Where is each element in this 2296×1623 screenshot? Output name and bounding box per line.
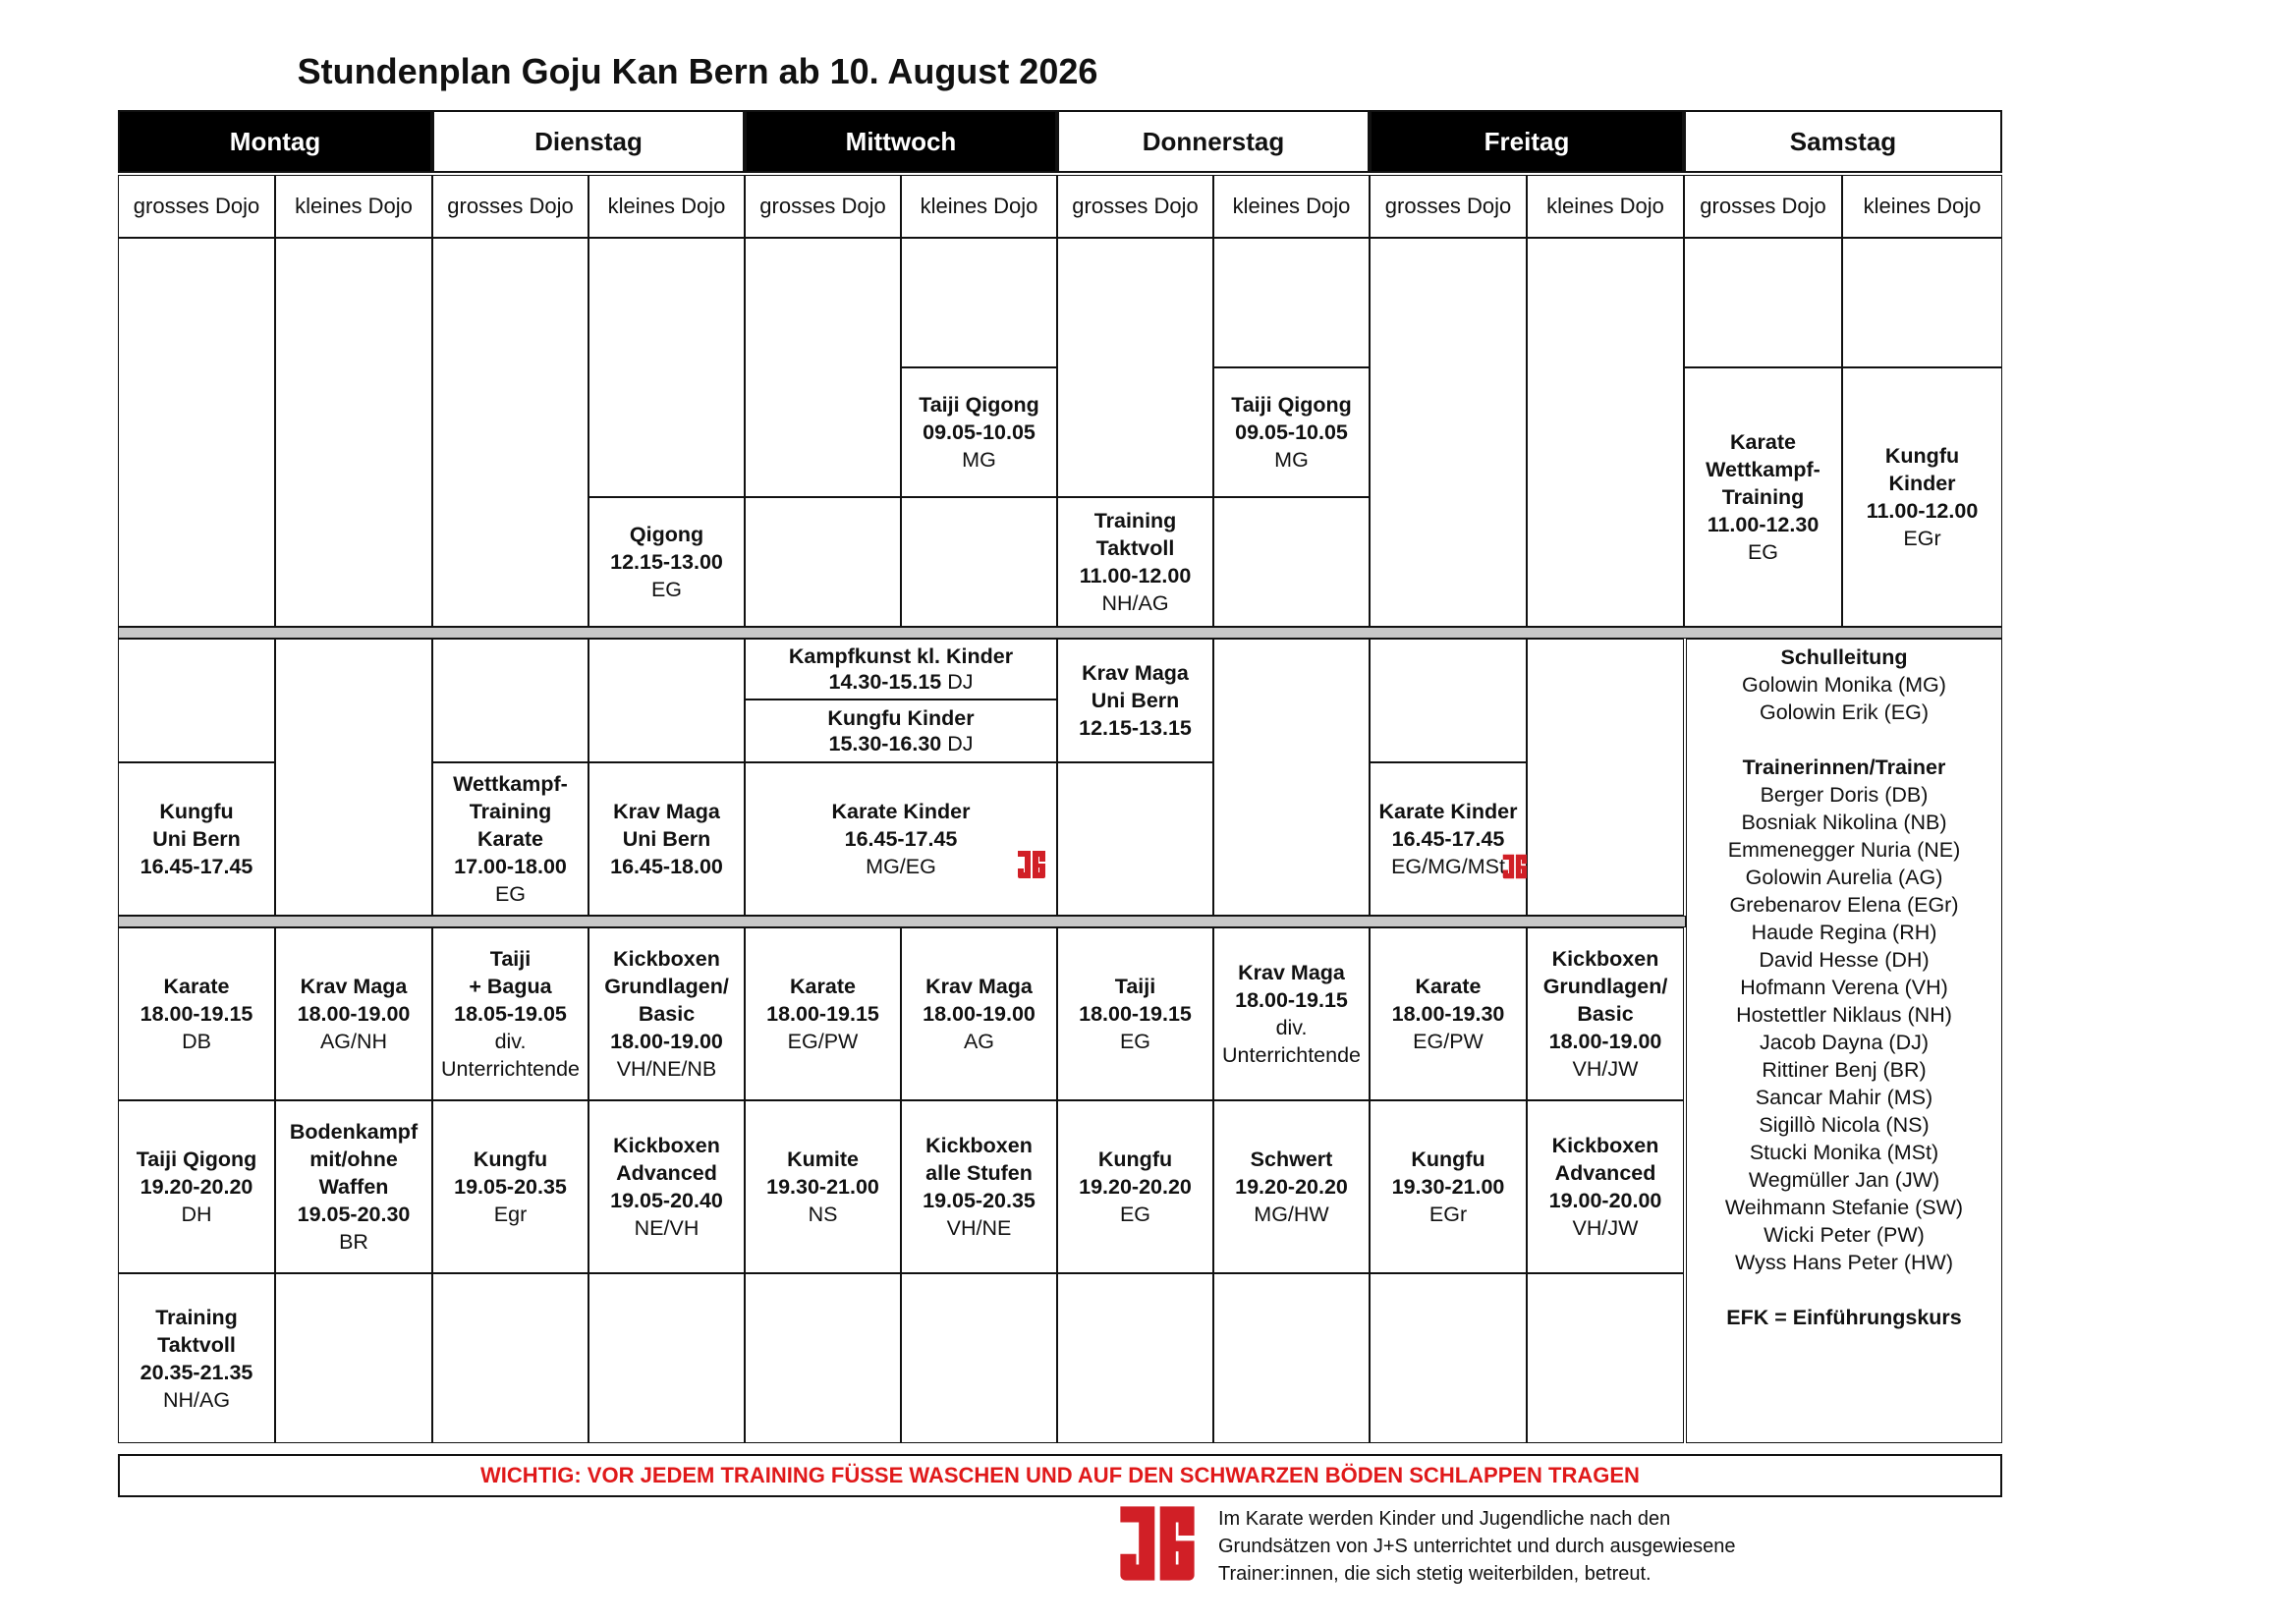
trainer-member: Haude Regina (RH) — [1751, 921, 1937, 944]
trainer-member: Golowin Aurelia (AG) — [1745, 866, 1943, 889]
class-slot — [275, 1100, 432, 1273]
empty-slot — [432, 1273, 588, 1443]
empty-slot — [588, 238, 745, 497]
class-slot — [1057, 927, 1213, 1100]
class-name: Karate — [790, 975, 856, 998]
class-name: Kumite — [787, 1147, 859, 1171]
empty-slot — [901, 1273, 1057, 1443]
class-time: 18.00-19.15 — [1235, 988, 1348, 1012]
empty-slot — [118, 639, 275, 762]
staff-info-panel — [1686, 639, 2002, 1443]
class-name: Kungfu — [1097, 1147, 1173, 1171]
empty-slot — [901, 238, 1057, 367]
class-slot — [1527, 927, 1684, 1100]
class-name-line2: Training — [469, 800, 552, 823]
class-slot — [1370, 1100, 1527, 1273]
class-time: 19.05-20.30 — [297, 1203, 411, 1226]
class-slot — [588, 1100, 745, 1273]
schulleitung-heading: Schulleitung — [1780, 645, 1908, 669]
class-time: 16.45-17.45 — [844, 827, 958, 851]
trainer-member: Wyss Hans Peter (HW) — [1735, 1251, 1953, 1274]
class-trainer-line2: Unterrichtende — [1221, 1043, 1362, 1067]
class-name-line3: Basic — [1577, 1002, 1634, 1026]
footnote-line: Grundsätzen von J+S unterrichtet und durch ausgewiesene — [1218, 1536, 1736, 1557]
class-trainer: MG/EG — [866, 855, 936, 878]
class-name-line2: Uni Bern — [622, 827, 711, 851]
js-logo-icon — [1016, 849, 1047, 880]
class-name: Krav Maga — [1082, 661, 1189, 685]
trainer-member: Jacob Dayna (DJ) — [1759, 1031, 1930, 1054]
class-name: Taiji Qigong — [136, 1147, 257, 1171]
trainer-member: Rittiner Benj (BR) — [1762, 1058, 1927, 1082]
class-slot — [745, 1100, 901, 1273]
class-time: 14.30-15.15 — [828, 670, 942, 694]
class-time: 15.30-16.30 — [828, 732, 942, 756]
empty-slot — [1057, 762, 1213, 916]
trainer-heading: Trainerinnen/Trainer — [1742, 756, 1946, 779]
class-name-line3: Basic — [638, 1002, 696, 1026]
class-trainer: EG/PW — [787, 1030, 859, 1053]
trainer-member: Emmenegger Nuria (NE) — [1727, 838, 1961, 862]
class-trainer: NS — [808, 1203, 838, 1226]
js-logo-icon — [1501, 853, 1529, 880]
class-name: Kickboxen — [1551, 1134, 1659, 1157]
class-name-line2: Kinder — [1888, 472, 1956, 495]
trainer-member: Bosniak Nikolina (NB) — [1741, 811, 1947, 834]
class-name: Karate — [1415, 975, 1482, 998]
class-time: 20.35-21.35 — [140, 1360, 253, 1384]
class-time: 18.00-19.00 — [923, 1002, 1036, 1026]
empty-slot — [1213, 1273, 1370, 1443]
class-trainer: NE/VH — [634, 1216, 700, 1240]
class-trainer: EGr — [1903, 527, 1941, 550]
class-name-line2: Grundlagen/ — [1542, 975, 1668, 998]
class-trainer: EGr — [1428, 1203, 1468, 1226]
class-name-line2: Uni Bern — [152, 827, 241, 851]
class-time: 18.00-19.00 — [610, 1030, 723, 1053]
class-name-line3: Waffen — [318, 1175, 389, 1199]
class-name-line2: + Bagua — [469, 975, 552, 998]
class-time: 11.00-12.30 — [1707, 513, 1820, 536]
class-time: 18.00-19.15 — [1079, 1002, 1192, 1026]
class-name-line2: Uni Bern — [1091, 689, 1180, 712]
class-slot — [118, 1273, 275, 1443]
empty-slot — [745, 238, 901, 497]
class-time: 19.05-20.40 — [610, 1189, 723, 1212]
class-time: 16.45-17.45 — [1391, 827, 1505, 851]
class-slot — [588, 497, 745, 627]
class-name: Karate — [163, 975, 230, 998]
class-trainer: DJ — [947, 732, 974, 756]
empty-slot — [1842, 238, 2002, 367]
day-header-mittwoch: Mittwoch — [745, 110, 1057, 173]
room-header: kleines Dojo — [275, 175, 432, 238]
class-name: Taiji Qigong — [1231, 393, 1352, 417]
room-header: kleines Dojo — [901, 175, 1057, 238]
class-name: Taiji — [489, 947, 532, 971]
empty-slot — [275, 639, 432, 916]
room-header: kleines Dojo — [1842, 175, 2002, 238]
class-trainer: AG/NH — [319, 1030, 388, 1053]
class-time: 19.05-20.35 — [923, 1189, 1036, 1212]
class-trainer: Egr — [493, 1203, 528, 1226]
class-name: Kungfu — [1884, 444, 1960, 468]
room-header: grosses Dojo — [118, 175, 275, 238]
trainer-member: Wicki Peter (PW) — [1764, 1223, 1925, 1247]
class-trainer: EG/MG/MSt — [1391, 855, 1505, 878]
class-name: Training — [155, 1305, 238, 1329]
footnote-line: Im Karate werden Kinder und Jugendliche nach den — [1218, 1508, 1671, 1530]
class-trainer: VH/NE — [946, 1216, 1012, 1240]
class-name-line2: Taktvoll — [157, 1332, 236, 1357]
class-trainer: VH/JW — [1572, 1216, 1639, 1240]
class-slot — [118, 927, 275, 1100]
class-time: 18.00-19.00 — [1548, 1030, 1662, 1053]
empty-slot — [1527, 639, 1684, 916]
class-trainer: div. — [1275, 1016, 1308, 1039]
class-name: Krav Maga — [925, 975, 1033, 998]
class-name: Karate — [1730, 430, 1796, 454]
class-time: 16.45-17.45 — [140, 855, 253, 878]
class-slot — [588, 762, 745, 916]
class-name-line2: Wettkampf- — [1706, 458, 1820, 481]
empty-slot — [1213, 238, 1370, 367]
class-name: Qigong — [629, 523, 704, 546]
class-name-line3: Karate — [477, 827, 543, 851]
separator-bar — [118, 627, 2002, 639]
trainer-member: Stucki Monika (MSt) — [1749, 1141, 1939, 1164]
trainer-member: David Hesse (DH) — [1759, 948, 1930, 972]
class-name-line2: Advanced — [1554, 1161, 1656, 1185]
class-slot — [1370, 762, 1527, 916]
class-trainer: BR — [339, 1230, 368, 1254]
class-name: Karate Kinder — [831, 800, 971, 823]
empty-slot — [1213, 497, 1370, 627]
empty-slot — [1684, 238, 1842, 367]
staff-member: Golowin Erik (EG) — [1759, 700, 1930, 724]
class-time: 19.30-21.00 — [1391, 1175, 1505, 1199]
class-trainer: EG — [1747, 540, 1779, 564]
warning-banner: WICHTIG: VOR JEDEM TRAINING FÜSSE WASCHEN UND AUF DEN SCHWARZEN BÖDEN SCHLAPPEN TRAGEN — [118, 1454, 2002, 1497]
class-time: 11.00-12.00 — [1079, 564, 1192, 588]
class-name: Kickboxen — [925, 1134, 1033, 1157]
empty-slot — [275, 238, 432, 627]
class-slot — [432, 762, 588, 916]
class-name: Kickboxen — [613, 1134, 720, 1157]
trainer-member: Wegmüller Jan (JW) — [1748, 1168, 1940, 1192]
class-name: Kungfu — [159, 800, 234, 823]
class-time: 19.00-20.00 — [1548, 1189, 1662, 1212]
trainer-member: Weihmann Stefanie (SW) — [1724, 1196, 1964, 1219]
class-slot — [118, 762, 275, 916]
class-time: 19.30-21.00 — [766, 1175, 879, 1199]
class-slot — [432, 1100, 588, 1273]
class-name: Kickboxen — [1551, 947, 1659, 971]
empty-slot — [432, 639, 588, 762]
class-name: Taiji Qigong — [919, 393, 1039, 417]
separator-bar — [118, 916, 1686, 927]
class-trainer: MG/HW — [1254, 1203, 1329, 1226]
empty-slot — [901, 497, 1057, 627]
class-trainer: EG — [1119, 1203, 1151, 1226]
class-slot — [1213, 367, 1370, 497]
class-name-line2: alle Stufen — [925, 1161, 1033, 1185]
class-time: 19.20-20.20 — [140, 1175, 253, 1199]
class-time: 18.00-19.30 — [1391, 1002, 1505, 1026]
day-header-freitag: Freitag — [1370, 110, 1684, 173]
empty-slot — [1213, 639, 1370, 916]
class-time: 19.20-20.20 — [1079, 1175, 1192, 1199]
class-name: Wettkampf- — [453, 772, 568, 796]
day-header-dienstag: Dienstag — [432, 110, 745, 173]
empty-slot — [745, 497, 901, 627]
class-trainer: DB — [182, 1030, 211, 1053]
class-slot — [1684, 367, 1842, 627]
class-slot — [1057, 497, 1213, 627]
room-header: kleines Dojo — [1527, 175, 1684, 238]
day-header-samstag: Samstag — [1684, 110, 2002, 173]
class-time: 19.20-20.20 — [1235, 1175, 1348, 1199]
class-time: 17.00-18.00 — [454, 855, 567, 878]
room-header: grosses Dojo — [1370, 175, 1527, 238]
class-trainer: VH/NE/NB — [616, 1057, 717, 1081]
class-slot — [1057, 639, 1213, 762]
class-slot — [901, 927, 1057, 1100]
empty-slot — [1527, 238, 1684, 627]
day-header-montag: Montag — [118, 110, 432, 173]
trainer-member: Berger Doris (DB) — [1760, 783, 1929, 807]
class-slot — [901, 367, 1057, 497]
class-slot — [1842, 367, 2002, 627]
empty-slot — [275, 1273, 432, 1443]
empty-slot — [1527, 1273, 1684, 1443]
js-footnote — [1218, 1505, 1827, 1588]
class-trainer: DH — [181, 1203, 212, 1226]
class-name: Kungfu — [473, 1147, 548, 1171]
class-name: Kungfu Kinder — [827, 706, 975, 730]
class-trainer: MG — [1274, 448, 1309, 472]
class-time: 09.05-10.05 — [923, 420, 1036, 444]
class-slot — [118, 1100, 275, 1273]
room-header: grosses Dojo — [1684, 175, 1842, 238]
room-header: kleines Dojo — [588, 175, 745, 238]
class-trainer: MG — [962, 448, 996, 472]
trainer-member: Sancar Mahir (MS) — [1755, 1086, 1933, 1109]
class-slot — [588, 927, 745, 1100]
class-slot — [275, 927, 432, 1100]
class-slot — [901, 1100, 1057, 1273]
trainer-member: Grebenarov Elena (EGr) — [1729, 893, 1959, 917]
room-header: grosses Dojo — [432, 175, 588, 238]
class-time: 18.00-19.15 — [766, 1002, 879, 1026]
trainer-member: Sigillò Nicola (NS) — [1759, 1113, 1930, 1137]
class-name-line3: Training — [1721, 485, 1805, 509]
class-slot — [1057, 1100, 1213, 1273]
class-time: 18.00-19.00 — [297, 1002, 411, 1026]
class-name: Krav Maga — [613, 800, 720, 823]
room-header: grosses Dojo — [745, 175, 901, 238]
empty-slot — [432, 238, 588, 627]
class-name-line2: Taktvoll — [1095, 536, 1175, 560]
empty-slot — [118, 238, 275, 627]
footnote-line: Trainer:innen, die sich stetig weiterbilden, betreut. — [1218, 1563, 1652, 1585]
class-trainer: NH/AG — [162, 1387, 231, 1412]
class-trainer-line2: Unterrichtende — [440, 1057, 581, 1081]
class-trainer: EG — [650, 578, 683, 601]
empty-slot — [745, 1273, 901, 1443]
class-name: Kungfu — [1411, 1147, 1485, 1171]
class-name: Krav Maga — [300, 975, 408, 998]
class-slot — [432, 927, 588, 1100]
class-name: Krav Maga — [1238, 961, 1345, 984]
empty-slot — [1057, 238, 1213, 497]
class-slot — [1370, 927, 1527, 1100]
class-name: Schwert — [1250, 1147, 1333, 1171]
trainer-member: Hofmann Verena (VH) — [1740, 976, 1948, 999]
class-time: 19.05-20.35 — [454, 1175, 567, 1199]
class-name-line2: Advanced — [616, 1161, 717, 1185]
class-name: Kickboxen — [613, 947, 720, 971]
class-trainer: DJ — [947, 670, 974, 694]
room-header: kleines Dojo — [1213, 175, 1370, 238]
class-trainer: NH/AG — [1101, 591, 1169, 615]
class-slot — [745, 639, 1057, 700]
class-name: Kampfkunst kl. Kinder — [788, 644, 1014, 668]
class-time: 16.45-18.00 — [610, 855, 723, 878]
class-slot — [745, 927, 901, 1100]
staff-member: Golowin Monika (MG) — [1742, 673, 1946, 697]
class-name-line2: Grundlagen/ — [604, 975, 729, 998]
room-header: grosses Dojo — [1057, 175, 1213, 238]
class-name: Karate Kinder — [1378, 800, 1518, 823]
empty-slot — [588, 1273, 745, 1443]
class-name: Training — [1093, 509, 1177, 532]
empty-slot — [588, 639, 745, 762]
class-name: Taiji — [1114, 975, 1156, 998]
class-time: 18.00-19.15 — [140, 1002, 253, 1026]
class-trainer: EG/PW — [1413, 1030, 1484, 1053]
class-time: 12.15-13.00 — [610, 550, 723, 574]
class-time: 11.00-12.00 — [1866, 499, 1979, 523]
day-header-donnerstag: Donnerstag — [1057, 110, 1370, 173]
class-name-line2: mit/ohne — [309, 1147, 398, 1171]
js-logo-icon — [1112, 1501, 1203, 1586]
class-time: 09.05-10.05 — [1235, 420, 1348, 444]
efk-note: EFK = Einführungskurs — [1726, 1306, 1962, 1329]
class-trainer: EG — [494, 882, 527, 906]
class-time: 12.15-13.15 — [1079, 716, 1192, 740]
class-name: Bodenkampf — [289, 1120, 419, 1144]
empty-slot — [1370, 639, 1527, 762]
class-slot — [1213, 1100, 1370, 1273]
class-trainer: VH/JW — [1572, 1057, 1639, 1081]
class-slot — [1213, 927, 1370, 1100]
class-slot — [1527, 1100, 1684, 1273]
class-slot — [745, 700, 1057, 762]
class-trainer: div. — [494, 1030, 527, 1053]
empty-slot — [1370, 1273, 1527, 1443]
class-trainer: EG — [1119, 1030, 1151, 1053]
trainer-member: Hostettler Niklaus (NH) — [1736, 1003, 1952, 1027]
class-time: 18.05-19.05 — [454, 1002, 567, 1026]
empty-slot — [1057, 1273, 1213, 1443]
class-slot — [745, 762, 1057, 916]
page-title: Stundenplan Goju Kan Bern ab 10. August 2026 — [297, 51, 1098, 91]
class-trainer: AG — [963, 1030, 995, 1053]
empty-slot — [1370, 238, 1527, 627]
